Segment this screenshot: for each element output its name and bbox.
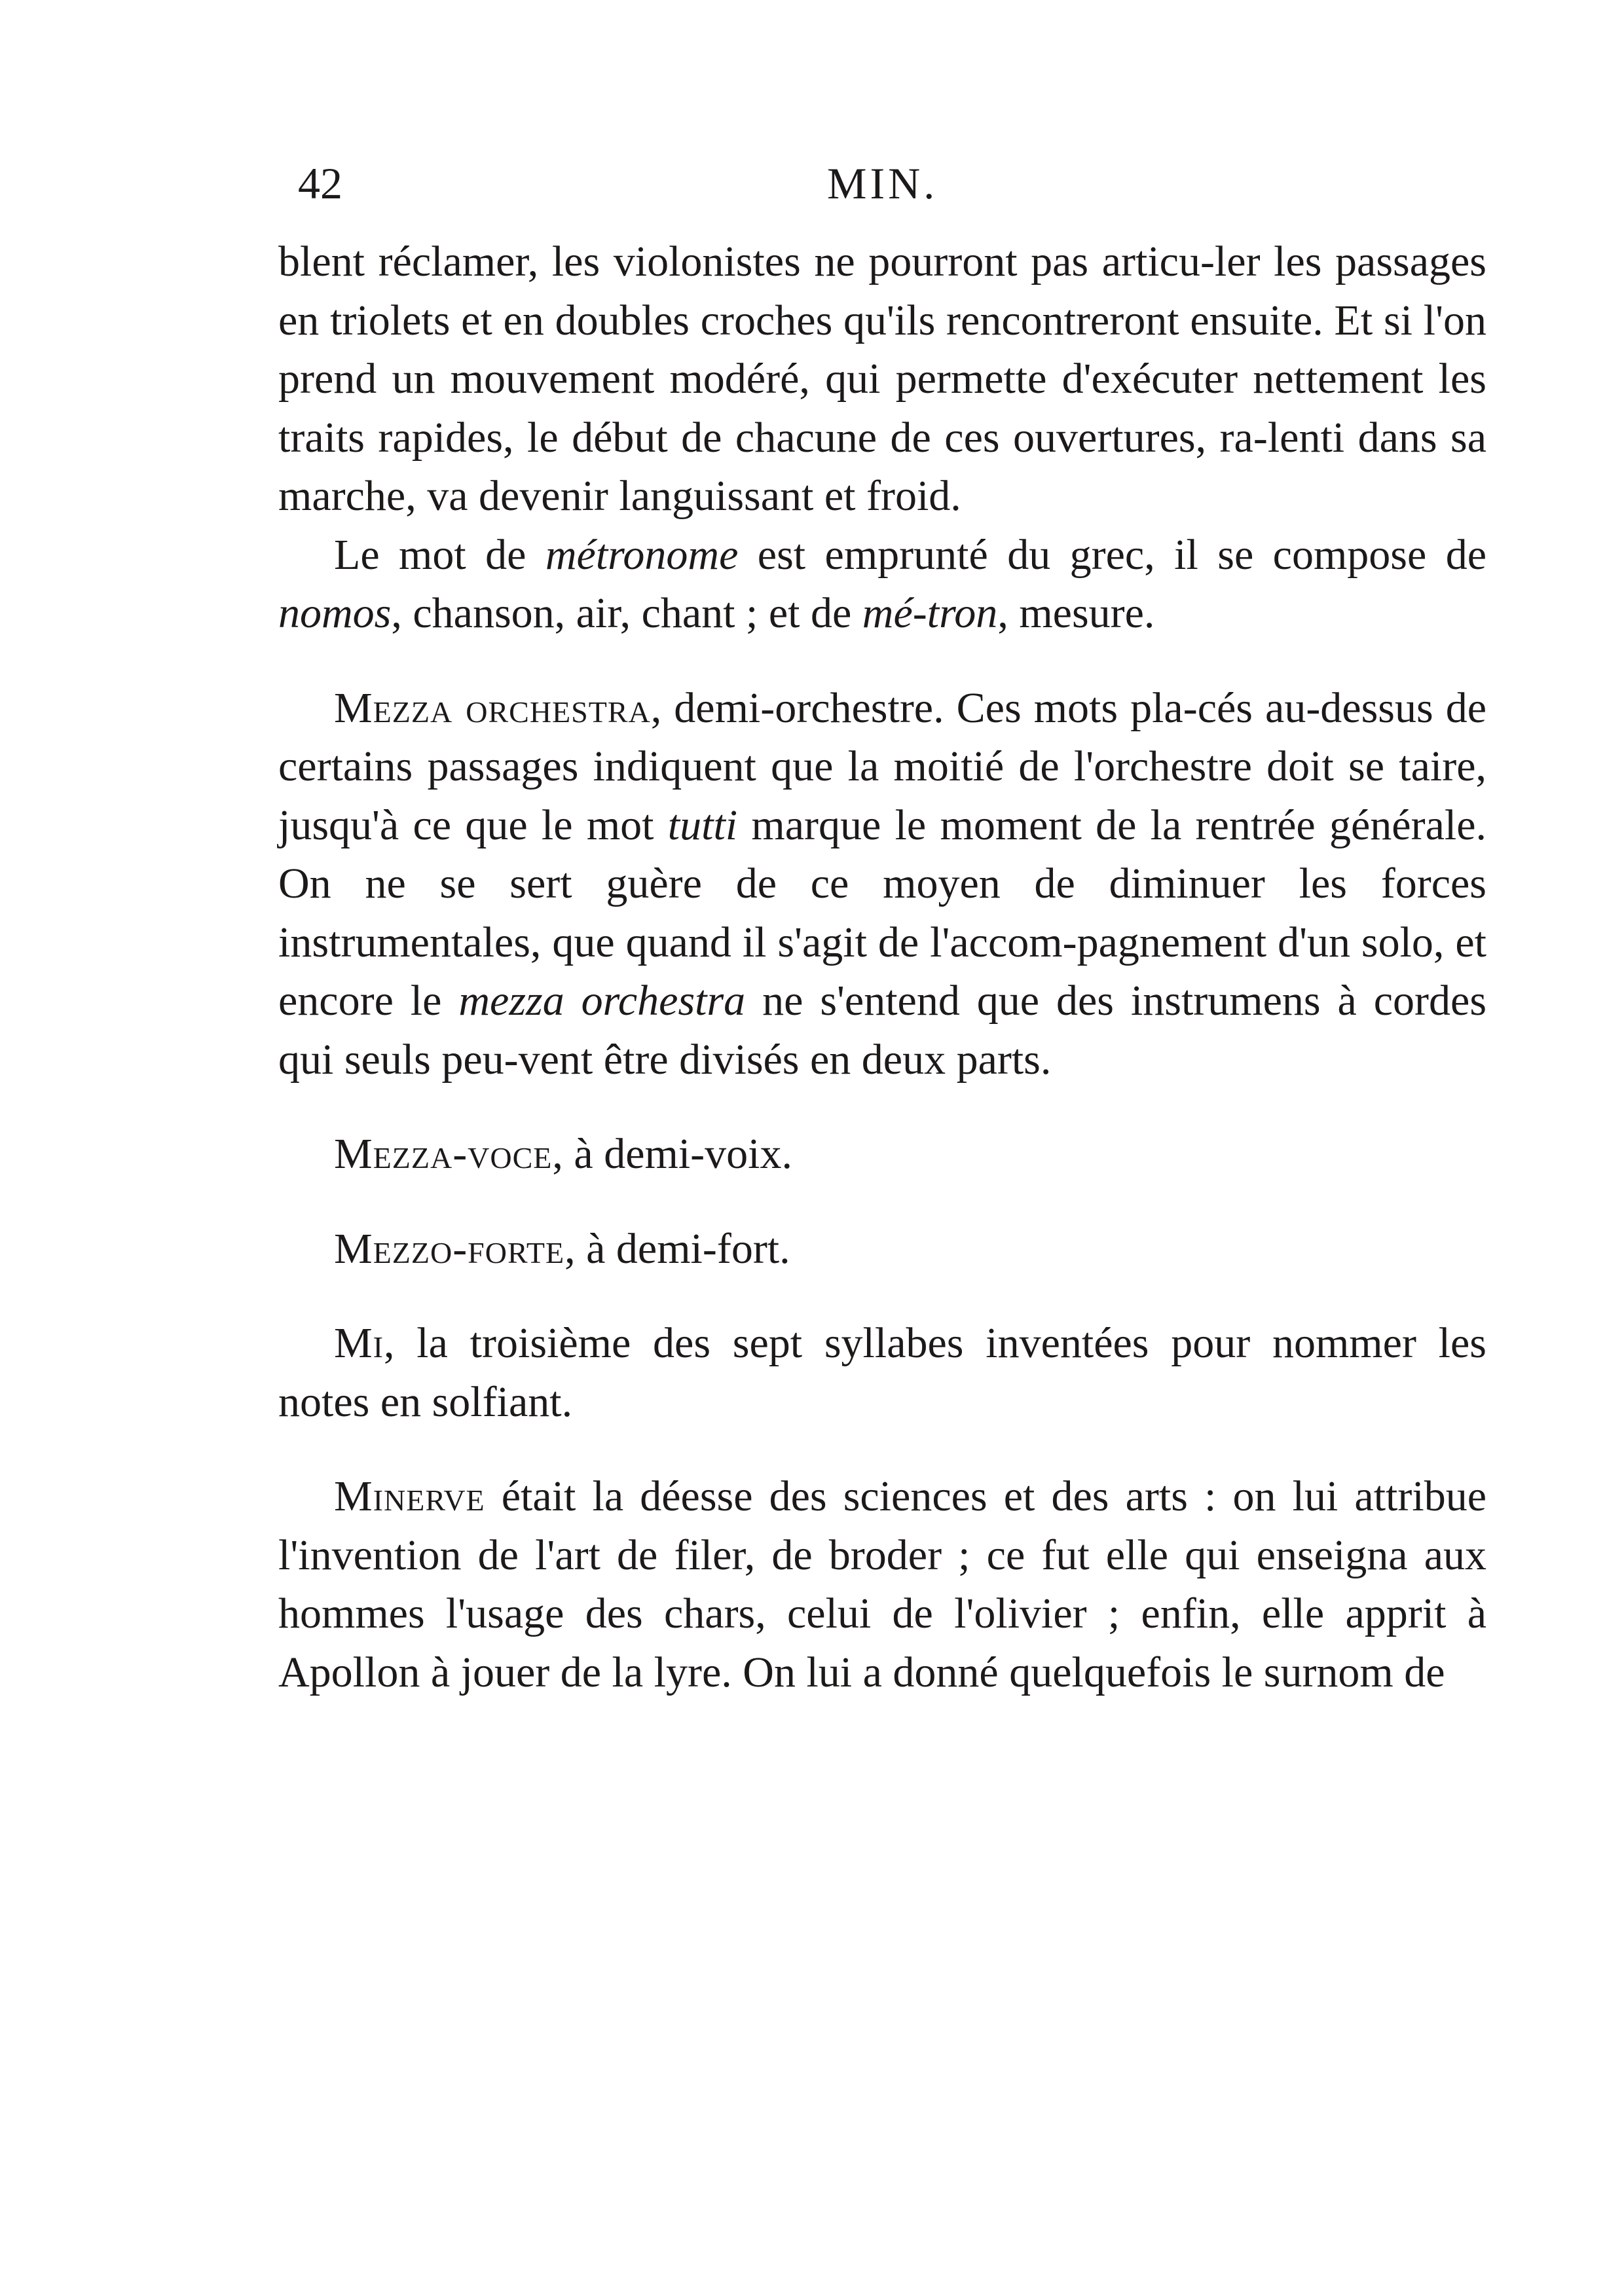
- italic-term: mezza orchestra: [458, 977, 746, 1025]
- entry-heading: Mezza orchestra: [334, 683, 651, 732]
- italic-term: nomos: [278, 589, 392, 637]
- italic-term: mé-tron: [862, 589, 998, 637]
- paragraph-text-part: , mesure.: [997, 589, 1155, 637]
- entry-mi: [278, 1314, 1486, 1431]
- paragraph-text: , à demi-voix.: [552, 1130, 792, 1178]
- entry-heading: Mi: [334, 1319, 384, 1367]
- entry-mezza-orchestra: [278, 679, 1486, 1089]
- paragraph-text-part: ne s'entend que des instrumens à cordes qui seuls peu-vent être divisés en deux parts.: [278, 977, 1486, 1084]
- paragraph-continuation: [278, 232, 1486, 526]
- paragraph-metronome-etymology: [278, 526, 1486, 643]
- paragraph-text-part: , demi-orchestre. Ces mots pla-cés au-dessus de certains passages indiquent que la moitié de l'orchestre doit se taire, jusqu'à ce que le mot: [278, 683, 1486, 849]
- paragraph-text-part: , chanson, air, chant ; et de: [391, 589, 862, 637]
- paragraph-text: , à demi-fort.: [564, 1224, 790, 1273]
- entry-heading: Mezzo-forte: [334, 1224, 565, 1273]
- entry-minerve: [278, 1467, 1486, 1702]
- italic-term: métronome: [545, 530, 739, 579]
- paragraph-text-part: marque le moment de la rentrée générale. On ne se sert guère de ce moyen de diminuer les forces instrumentales, que quand il s'agit de l'accom-pagnement d'un solo, et encore le: [278, 801, 1486, 1025]
- paragraph-text: était la déesse des sciences et des arts : on lui attribue l'invention de l'art de filer, de broder ; ce fut elle qui enseigna aux hommes l'usage des chars, celui de l'olivier ; enfin, elle apprit à Apollon à jouer de la lyre. On lui a donné quelquefois le surnom de: [278, 1472, 1486, 1696]
- entry-mezzo-forte: [278, 1220, 1486, 1279]
- entry-heading: Minerve: [334, 1472, 485, 1520]
- paragraph-text: blent réclamer, les violonistes ne pourront pas articu-ler les passages en triolets et en doubles croches qu'ils rencontreront ensuite. Et si l'on prend un mouvement modéré, qui permette d'exécuter nettement les traits rapides, le début de chacune de ces ouvertures, ra-lenti dans sa marche, va devenir languissant et froid.: [278, 238, 1486, 520]
- italic-term: tutti: [667, 801, 738, 849]
- paragraph-text-part: est emprunté du grec, il se compose de: [738, 530, 1486, 579]
- page-body: [278, 232, 1486, 1702]
- page-number: 42: [298, 158, 342, 208]
- paragraph-text: , la troisième des sept syllabes inventées pour nommer les notes en solfiant.: [278, 1319, 1486, 1426]
- entry-heading: Mezza-voce: [334, 1130, 553, 1178]
- page-header: [298, 154, 1477, 213]
- paragraph-text-part: Le mot de: [334, 530, 545, 579]
- entry-mezza-voce: [278, 1125, 1486, 1184]
- running-head: MIN.: [827, 158, 938, 208]
